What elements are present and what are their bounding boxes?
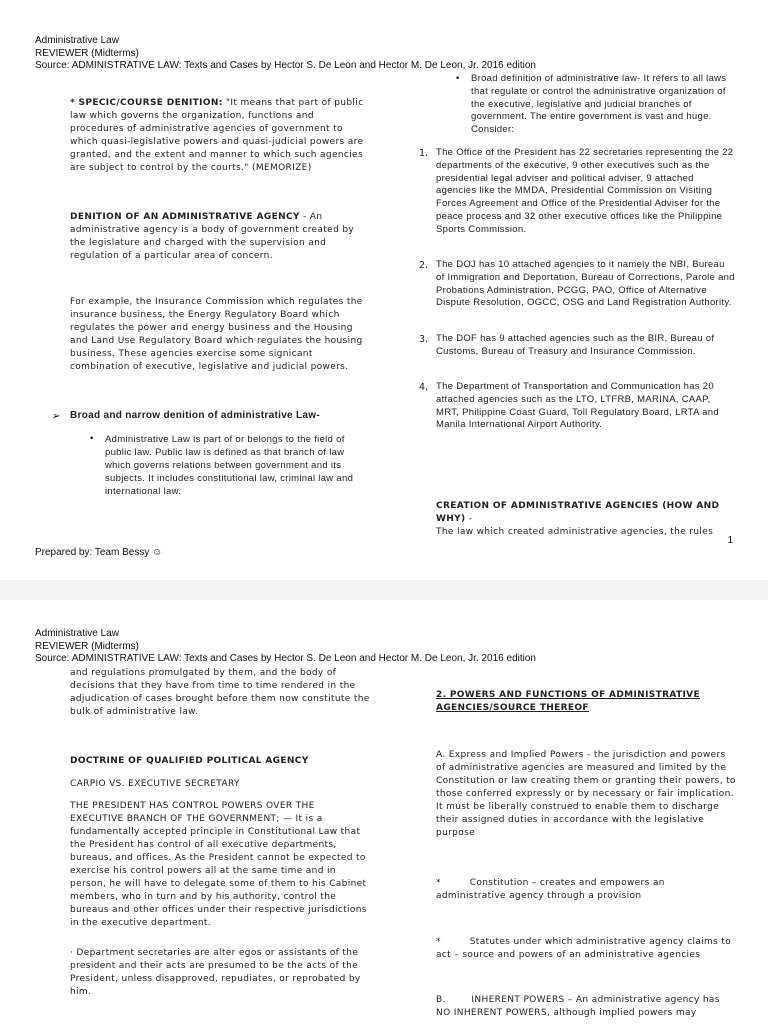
page-separator (0, 580, 768, 600)
creation-text: The law which created administrative agencies, the rules (436, 527, 714, 537)
department-secretaries-text: · Department secretaries are alter egos or assistants of the president and their acts are presumed to be the acts of the President, unless disapproved, repudiates, or reprobated by him. (70, 948, 361, 997)
inherent-powers: B. INHERENT POWERS – An administrative agency has NO INHERENT POWERS, although implied powers may (436, 995, 724, 1018)
broad-definition-bullet: Broad definition of administrative law- It refers to all laws that regulate or control the administrative organization of the executive, legislative and judicial branches of government. The entire government is vast and huge. Consider: (471, 73, 727, 136)
list-number: 1. (419, 148, 429, 159)
case-title: CARPIO VS. EXECUTIVE SECRETARY (70, 779, 240, 789)
agency-example-text: For example, the Insurance Commission which regulates the insurance business, the Energy Regulatory Board which regulates the power and energy business and the Housing and Land Use Regulatory Board which regulates the housing business. These agencies exercise some signicant combination of executive, legislative and judicial powers. (70, 297, 363, 372)
bullet-icon: • (89, 434, 95, 444)
header-source: Source: ADMINISTRATIVE LAW: Texts and Cases by Hector S. De Leon and Hector M. De Leon, Jr. 2016 edition (35, 60, 536, 71)
public-law-bullet: Administrative Law is part of or belongs to the field of public law. Public law is defined as that branch of law which governs relations between government and its subjects. It includes constitutional law, criminal law and international law. (105, 434, 354, 497)
agency-definition (70, 211, 370, 263)
express-implied-powers: A. Express and Implied Powers - the jurisdiction and powers of administrative agencies are measured and limited by the Constitution or law creating them or granting their powers, to those conferred expressly or by necessary or fair implication. It must be liberally construed to enable them to discharge their assigned duties in accordance with the legislative purpose (436, 750, 736, 838)
statutes-source: * Statutes under which administrative agency claims to act – source and powers of an administrative agencies (436, 937, 735, 960)
header-title: Administrative Law (35, 35, 119, 46)
list-number: 3. (419, 334, 429, 345)
document-header (35, 35, 536, 73)
list-number: 4. (419, 382, 429, 393)
broad-narrow-heading: Broad and narrow denition of administrative Law- (70, 410, 320, 421)
creation-section (436, 500, 736, 539)
header-subtitle: REVIEWER (Midterms) (35, 47, 139, 59)
agency-definition-text: - An administrative agency is a body of government created by the legislature and charged with the supervision and regulation of a particular area of concern. (70, 212, 355, 261)
course-definition-label: * SPECIC/COURSE DENITION: (70, 98, 223, 108)
header-source: Source: ADMINISTRATIVE LAW: Texts and Cases by Hector S. De Leon and Hector M. De Leon, Jr. 2016 edition (35, 653, 536, 664)
header-title: Administrative Law (35, 628, 119, 639)
prepared-by: Prepared by: Team Bessy ☺ (35, 547, 163, 558)
page-2 (0, 600, 768, 1024)
list-item: The Department of Transportation and Communication has 20 attached agencies such as the LTO, LTFRB, MARINA, CAAP, MRT, Philippine Coast Guard, Toll Regulatory Board, LRTA and Manila International Airport Authority. (436, 381, 719, 431)
list-number: 2. (419, 260, 429, 271)
list-item: The DOJ has 10 attached agencies to it namely the NBI, Bureau of Immigration and Deportation, Bureau of Corrections, Parole and Probations Administration, PCGG, PAO, Office of Alternative Dispute Resolution, OGCC, OSG and Land Registration Authority. (436, 259, 735, 309)
creation-heading: CREATION OF ADMINISTRATIVE AGENCIES (HOW AND WHY) (436, 501, 720, 524)
course-definition (70, 97, 370, 175)
list-item: The DOF has 9 attached agencies such as the BIR, Bureau of Customs, Bureau of Treasury and Insurance Commission. (436, 333, 715, 357)
creation-dash: - (465, 514, 473, 524)
agency-example (70, 296, 370, 374)
powers-heading: 2. POWERS AND FUNCTIONS OF ADMINISTRATIVE AGENCIES/SOURCE THEREOF (436, 690, 700, 713)
agency-definition-label: DENITION OF AN ADMINISTRATIVE AGENCY (70, 212, 300, 222)
course-definition-text: "It means that part of public law which governs the organization, functions and procedures of administrative agencies of government to which quasi-legislative powers and quasi-judicial powers are granted, and the extent and manner to which such agencies are subject to control by the courts." (MEMORIZE) (70, 98, 364, 173)
doctrine-heading: DOCTRINE OF QUALIFIED POLITICAL AGENCY (70, 756, 309, 766)
document-header (35, 628, 536, 666)
bullet-icon: • (455, 74, 461, 84)
list-item: The Office of the President has 22 secretaries representing the 22 departments of the executive, 9 other executives such as the presidential legal adviser and political adviser, 9 attached agencies like the MMDA, Presidential Commission on Visiting Forces Agreement and Office of the Presidential Adviser for the peace process and 32 other executive offices like the Philippine Sports Commission. (436, 147, 734, 235)
president-control-text: THE PRESIDENT HAS CONTROL POWERS OVER THE EXECUTIVE BRANCH OF THE GOVERNMENT; — It is a fundamentally accepted principle in Constitutional Law that the President has control of all executive departments, bureaus, and offices. As the President cannot be expected to exercise his control powers all at the same time and in person, he will have to delegate some of them to his Cabinet members, who in turn and by his authority, control the bureaus and other offices under their respective jurisdictions in the executive department. (70, 801, 367, 928)
page-number: 1 (727, 535, 733, 546)
header-subtitle: REVIEWER (Midterms) (35, 640, 139, 652)
arrow-bullet-icon: ➢ (52, 411, 61, 422)
constitution-source: * Constitution – creates and empowers an administrative agency through a provision (436, 878, 668, 901)
continuation-text: and regulations promulgated by them, and the body of decisions that they have from time to time rendered in the adjudication of cases brought before them now constitute the bulk of administrative law. (70, 668, 370, 717)
